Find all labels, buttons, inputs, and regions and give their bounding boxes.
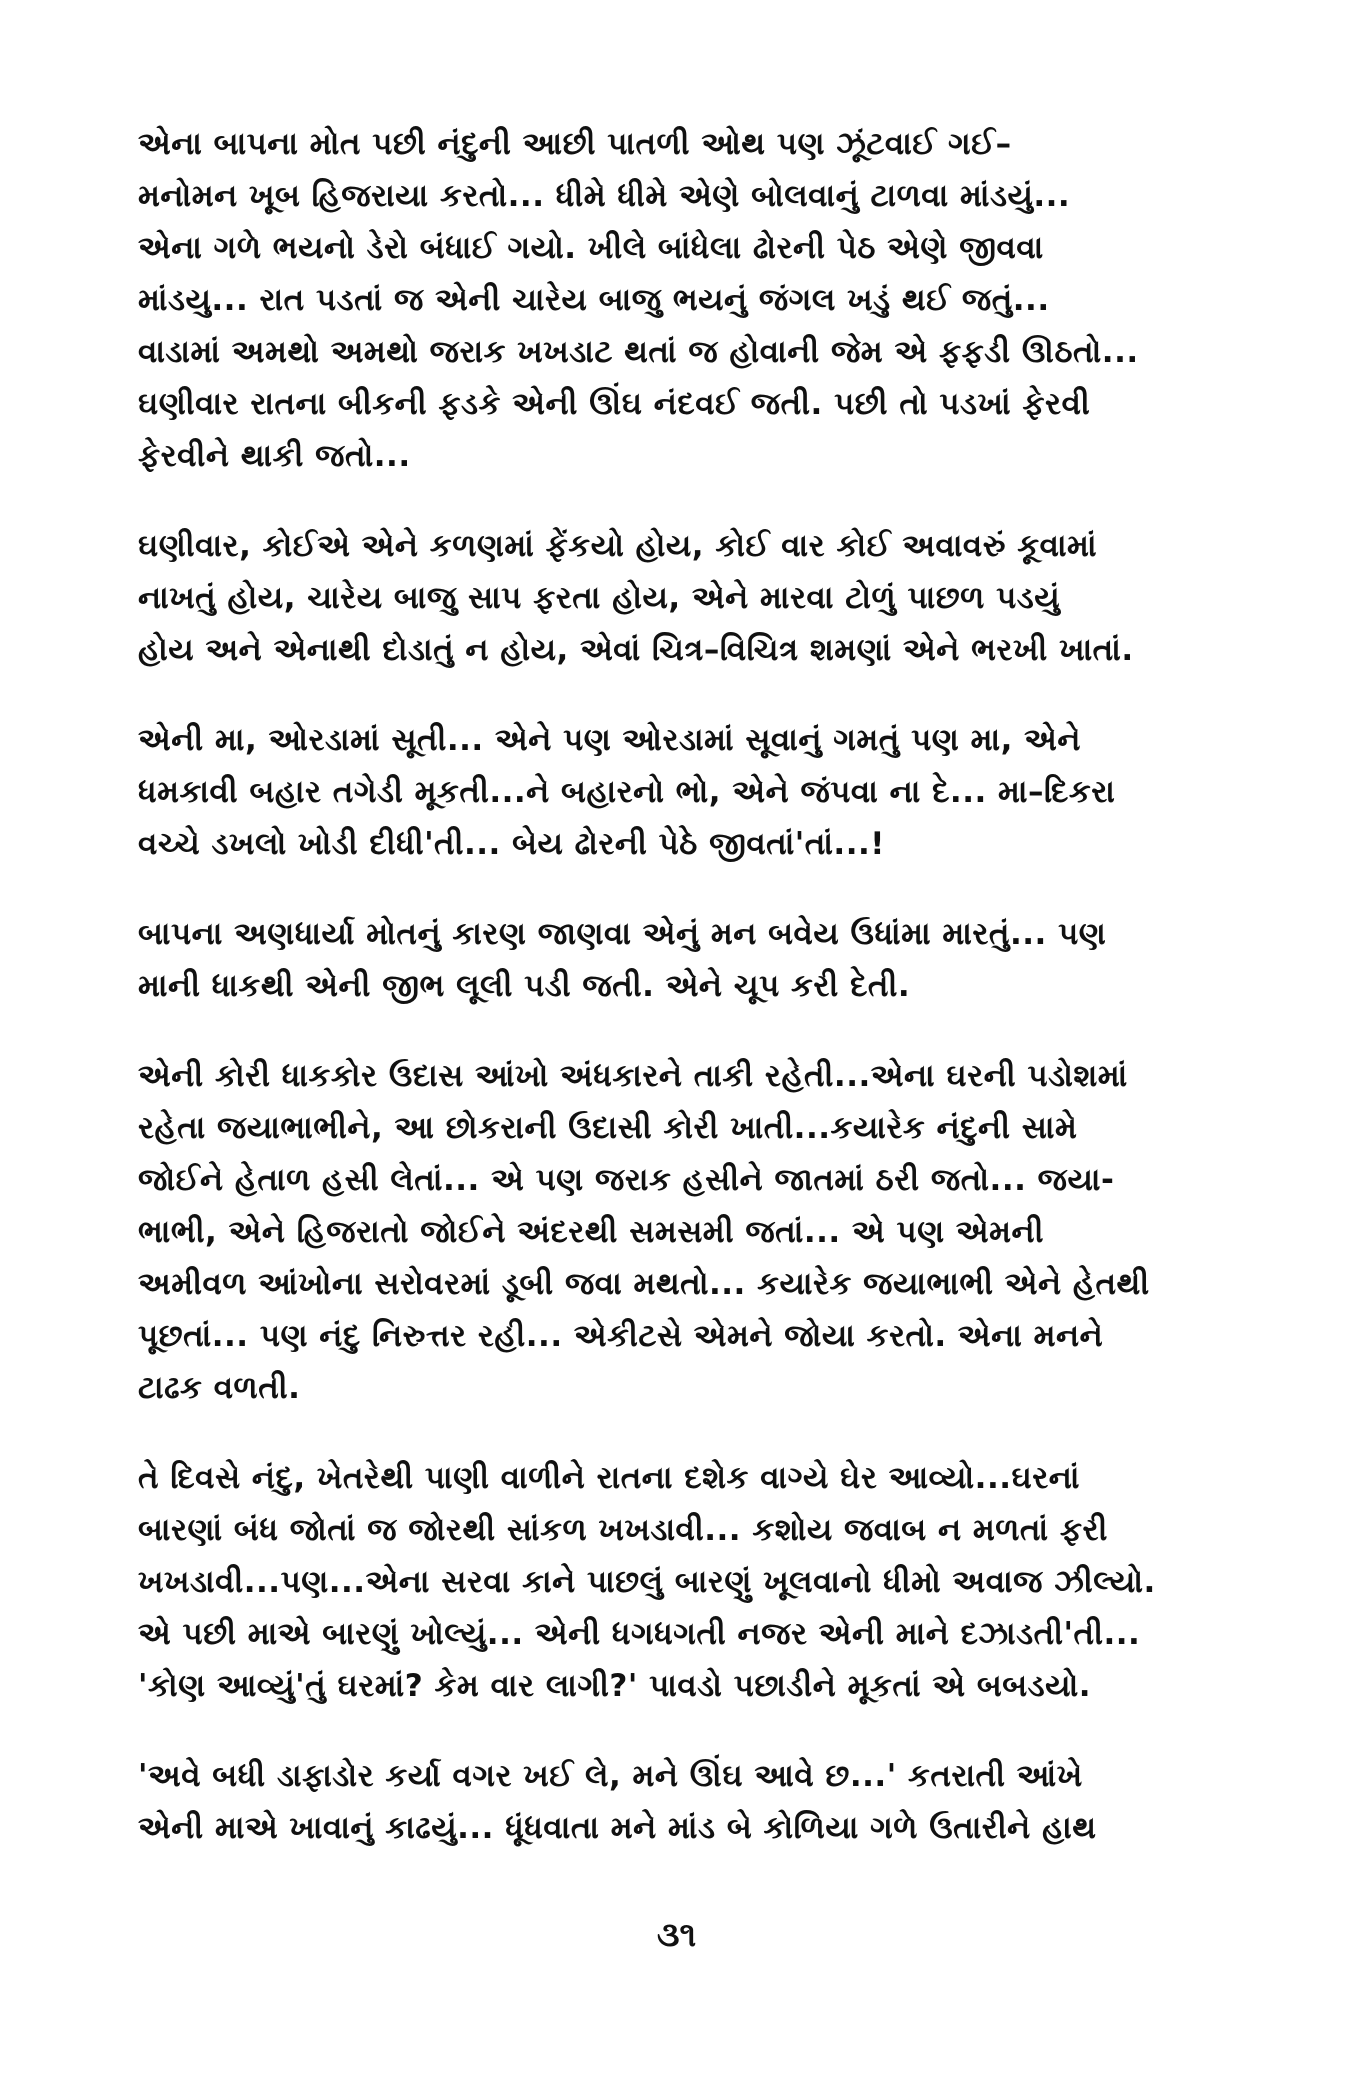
paragraph xyxy=(138,1050,1218,1414)
text-line: 'અવે બધી ડાફાડોર કર્યા વગર ખઈ લે, મને ઊંઘ આવે છ...' કતરાતી આંખે xyxy=(138,1758,1083,1794)
page-number: ૩૧ xyxy=(656,1915,697,1955)
paragraph xyxy=(138,908,1218,1012)
text-line: 'કોણ આવ્યું'તું ઘરમાં? કેમ વાર લાગી?' પાવડો પછાડીને મૂકતાં એ બબડયો. xyxy=(138,1668,1092,1704)
text-line: રહેતા જયાભાભીને, આ છોકરાની ઉદાસી કોરી ખાતી...કયારેક નંદુની સામે xyxy=(138,1110,1078,1146)
text-line: ઘણીવાર, કોઈએ એને કળણમાં ફેંકયો હોય, કોઈ વાર કોઈ અવાવરું કૂવામાં xyxy=(138,528,1098,564)
paragraph xyxy=(138,1750,1218,1854)
paragraph xyxy=(138,520,1218,676)
text-line: ખખડાવી...પણ...એના સરવા કાને પાછલું બારણું ખૂલવાનો ધીમો અવાજ ઝીલ્યો. xyxy=(138,1564,1156,1600)
paragraph xyxy=(138,714,1218,870)
paragraph xyxy=(138,1452,1218,1712)
text-line: ધમકાવી બહાર તગેડી મૂકતી...ને બહારનો ભો, એને જંપવા ના દે... મા–દિકરા xyxy=(138,774,1116,810)
text-line: એ પછી માએ બારણું ખોલ્યું... એની ધગધગતી નજર એની માને દઝાડતી'તી... xyxy=(138,1616,1141,1652)
text-line: ભાભી, એને હિજરાતો જોઈને અંદરથી સમસમી જતાં... એ પણ એમની xyxy=(138,1214,1044,1250)
text-line: ફેરવીને થાકી જતો... xyxy=(138,438,411,474)
text-line: માની ધાકથી એની જીભ લૂલી પડી જતી. એને ચૂપ કરી દેતી. xyxy=(138,968,911,1004)
body-text xyxy=(138,118,1218,1892)
text-line: પૂછતાં... પણ નંદુ નિરુત્તર રહી... એકીટસે એમને જોયા કરતો. એના મનને xyxy=(138,1318,1104,1354)
text-line: એની મા, ઓરડામાં સૂતી... એને પણ ઓરડામાં સૂવાનું ગમતું પણ મા, એને xyxy=(138,722,1081,758)
text-line: જોઈને હેતાળ હસી લેતાં... એ પણ જરાક હસીને જાતમાં ઠરી જતો... જયા- xyxy=(138,1162,1115,1198)
paragraph xyxy=(138,118,1218,482)
text-line: હોય અને એનાથી દોડાતું ન હોય, એવાં ચિત્ર–વિચિત્ર શમણાં એને ભરખી ખાતાં. xyxy=(138,632,1134,668)
text-line: વચ્ચે ડખલો ખોડી દીધી'તી... બેય ઢોરની પેઠે જીવતાં'તાં...! xyxy=(138,826,885,862)
text-line: મનોમન ખૂબ હિજરાયા કરતો... ધીમે ધીમે એણે બોલવાનું ટાળવા માંડયું... xyxy=(138,178,1071,214)
text-line: નાખતું હોય, ચારેય બાજુ સાપ ફરતા હોય, એને મારવા ટોળું પાછળ પડયું xyxy=(138,580,1061,616)
text-line: વાડામાં અમથો અમથો જરાક ખખડાટ થતાં જ હોવાની જેમ એ ફફડી ઊઠતો... xyxy=(138,334,1139,370)
text-line: એના બાપના મોત પછી નંદુની આછી પાતળી ઓથ પણ ઝૂંટવાઈ ગઈ– xyxy=(138,126,1012,162)
text-line: ટાઢક વળતી. xyxy=(138,1370,301,1406)
text-line: તે દિવસે નંદુ, ખેતરેથી પાણી વાળીને રાતના દશેક વાગ્યે ઘેર આવ્યો...ઘરનાં xyxy=(138,1460,1080,1496)
text-line: ઘણીવાર રાતના બીકની ફડકે એની ઊંઘ નંદવઈ જતી. પછી તો પડખાં ફેરવી xyxy=(138,386,1091,422)
text-line: અમીવળ આંખોના સરોવરમાં ડૂબી જવા મથતો... કયારેક જયાભાભી એને હેતથી xyxy=(138,1266,1150,1302)
text-line: એની કોરી ધાકકોર ઉદાસ આંખો અંધકારને તાકી રહેતી...એના ઘરની પડોશમાં xyxy=(138,1058,1128,1094)
text-line: બારણાં બંધ જોતાં જ જોરથી સાંકળ ખખડાવી... કશોય જવાબ ન મળતાં ફરી xyxy=(138,1512,1108,1548)
text-line: એની માએ ખાવાનું કાઢયું... ધૂંધવાતા મને માંડ બે કોળિયા ગળે ઉતારીને હાથ xyxy=(138,1810,1097,1846)
text-line: બાપના અણધાર્યા મોતનું કારણ જાણવા એનું મન બવેય ઉધાંમા મારતું... પણ xyxy=(138,916,1107,952)
text-line: એના ગળે ભયનો ડેરો બંધાઈ ગયો. ખીલે બાંધેલા ઢોરની પેઠ એણે જીવવા xyxy=(138,230,1044,266)
text-line: માંડયુ... રાત પડતાં જ એની ચારેય બાજુ ભયનું જંગલ ખડું થઈ જતું... xyxy=(138,282,1050,318)
